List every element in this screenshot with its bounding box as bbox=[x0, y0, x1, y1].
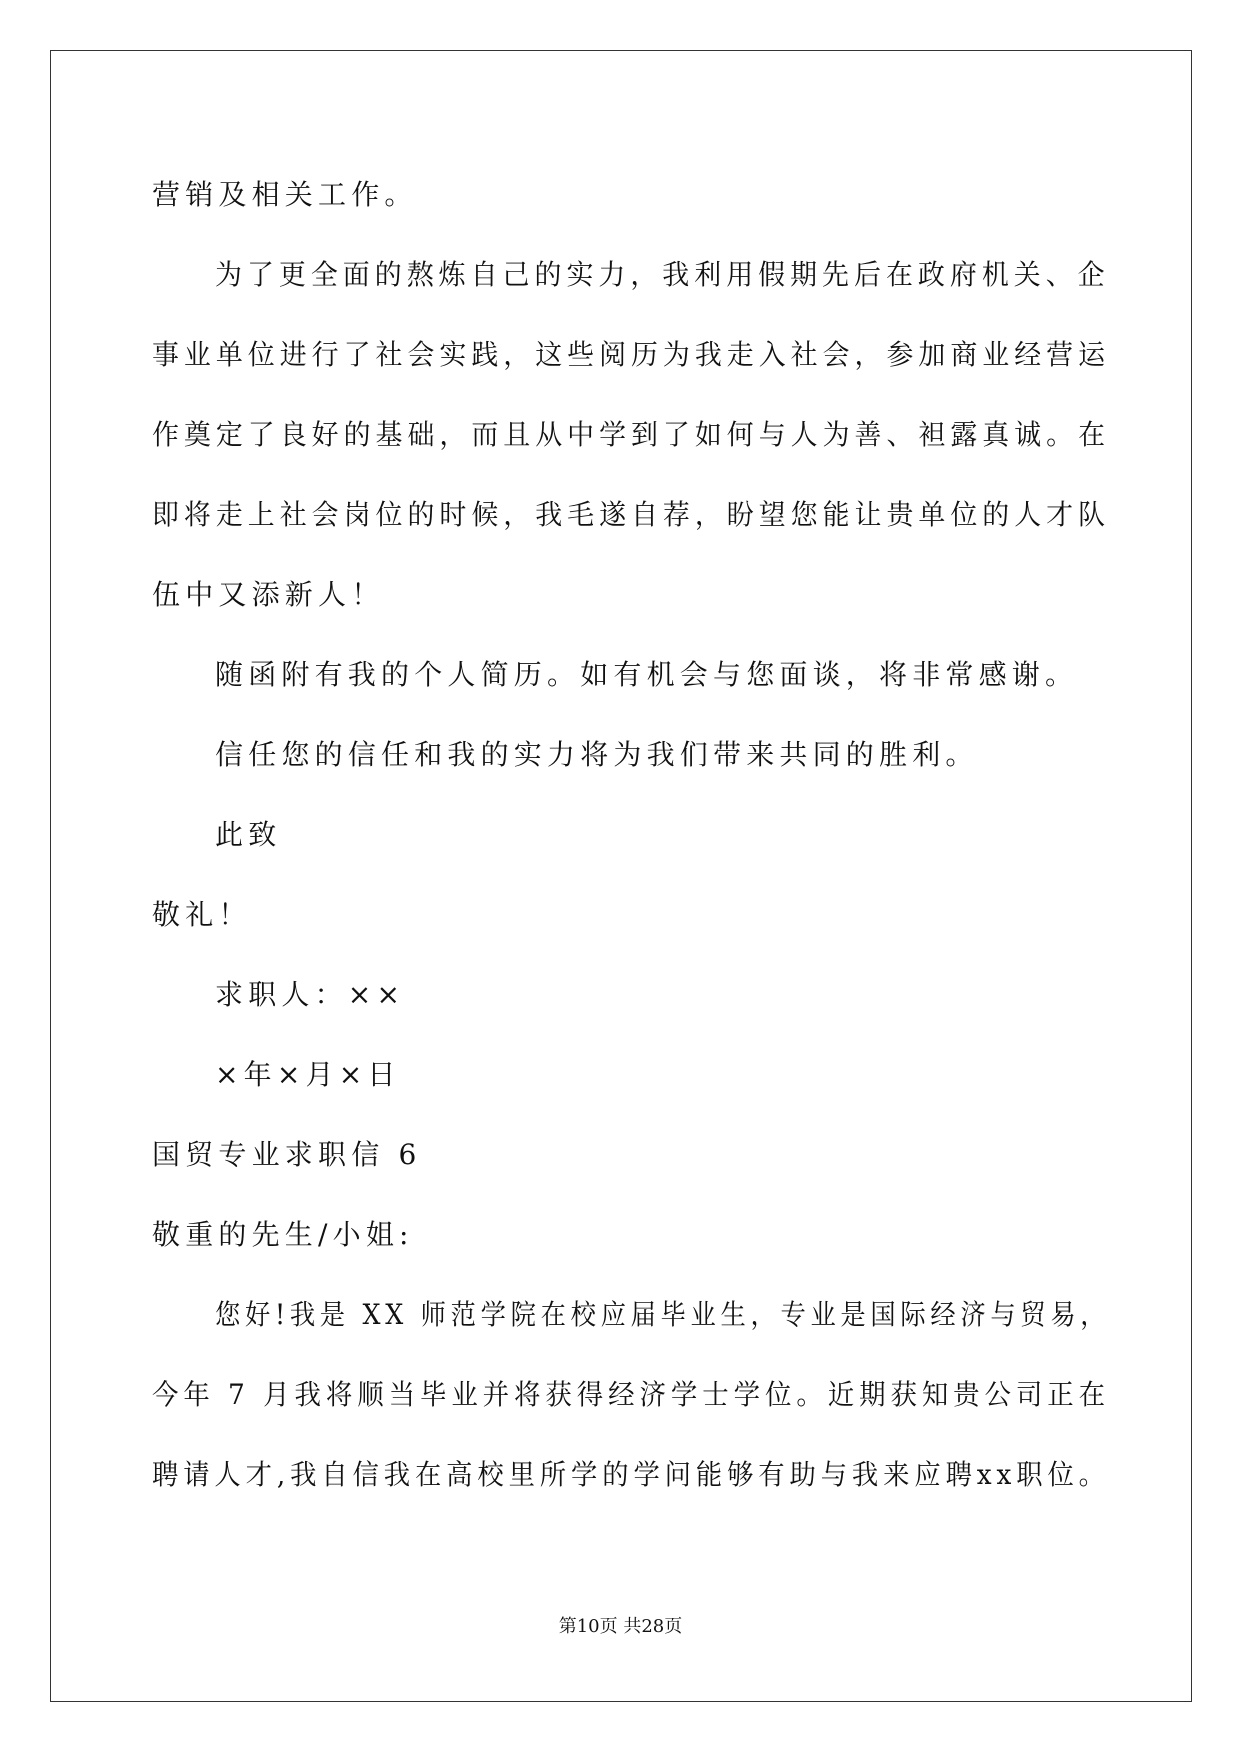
body-line-7: 随函附有我的个人简历。如有机会与您面谈，将非常感谢。 bbox=[215, 658, 1079, 691]
section-heading: 国贸专业求职信 6 bbox=[152, 1138, 422, 1171]
greeting-line: 敬重的先生/小姐: bbox=[152, 1218, 414, 1251]
body-line-1: 营销及相关工作。 bbox=[152, 178, 418, 211]
body-line-6: 伍中又添新人！ bbox=[152, 578, 385, 611]
letter-date: ×年×月×日 bbox=[215, 1058, 401, 1091]
body-line-3: 事业单位进行了社会实践，这些阅历为我走入社会，参加商业经营运 bbox=[152, 338, 1111, 371]
body-line-15: 您好!我是 XX 师范学院在校应届毕业生，专业是国际经济与贸易， bbox=[215, 1298, 1111, 1331]
body-line-16: 今年 7 月我将顺当毕业并将获得经济学士学位。近期获知贵公司正在 bbox=[152, 1378, 1111, 1411]
body-line-2: 为了更全面的熬炼自己的实力，我利用假期先后在政府机关、企 bbox=[215, 258, 1110, 291]
body-line-4: 作奠定了良好的基础，而且从中学到了如何与人为善、袒露真诚。在 bbox=[152, 418, 1111, 451]
body-line-8: 信任您的信任和我的实力将为我们带来共同的胜利。 bbox=[215, 738, 979, 771]
page-border bbox=[50, 50, 1192, 1702]
closing-salutation: 此致 bbox=[215, 818, 282, 851]
applicant-signature: 求职人：×× bbox=[215, 978, 406, 1011]
closing-respect: 敬礼！ bbox=[152, 898, 252, 931]
page-number-footer: 第10页 共28页 bbox=[558, 1616, 683, 1637]
body-line-17: 聘请人才,我自信我在高校里所学的学问能够有助与我来应聘xx职位。 bbox=[152, 1458, 1110, 1491]
body-line-5: 即将走上社会岗位的时候，我毛遂自荐，盼望您能让贵单位的人才队 bbox=[152, 498, 1111, 531]
